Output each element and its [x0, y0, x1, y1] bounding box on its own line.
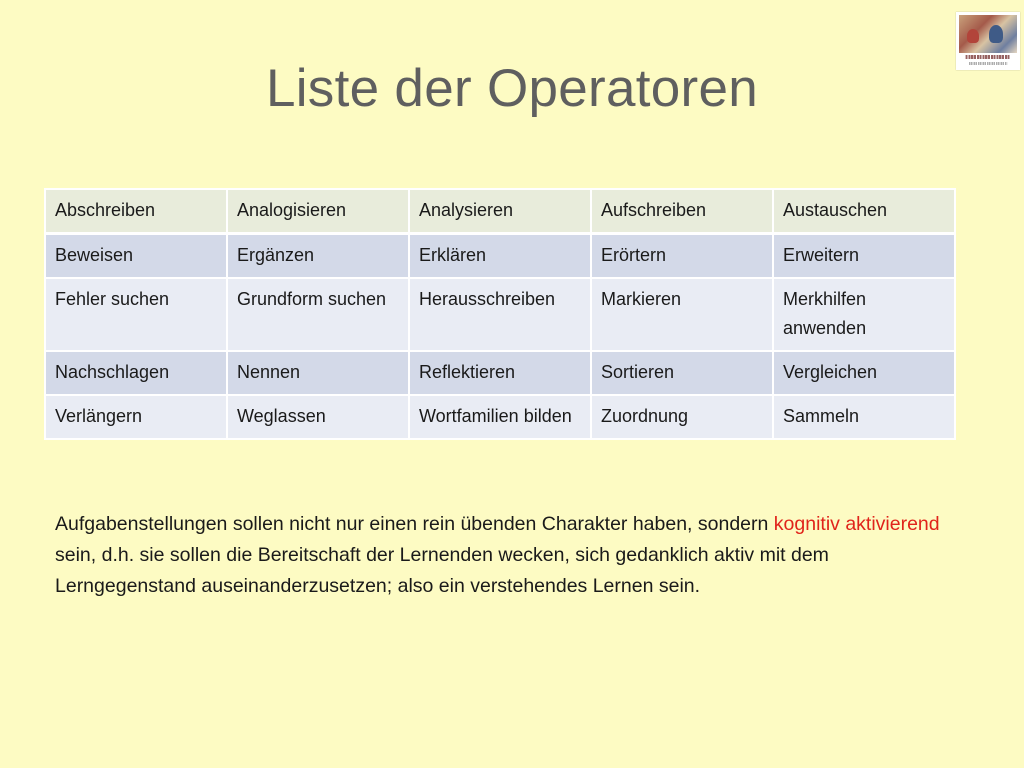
- table-cell: Verlängern: [45, 395, 227, 439]
- table-cell: Analogisieren: [227, 189, 409, 234]
- table-cell: Grundform suchen: [227, 278, 409, 351]
- table-cell: Sortieren: [591, 351, 773, 395]
- table-cell: Fehler suchen: [45, 278, 227, 351]
- table-cell: Ergänzen: [227, 234, 409, 279]
- slide-title: Liste der Operatoren: [265, 59, 759, 118]
- table-cell: Zuordnung: [591, 395, 773, 439]
- table-cell: Vergleichen: [773, 351, 955, 395]
- table-cell: Analysieren: [409, 189, 591, 234]
- table-cell: Reflektieren: [409, 351, 591, 395]
- table-cell: Austauschen: [773, 189, 955, 234]
- table-cell: Erweitern: [773, 234, 955, 279]
- table-cell: Weglassen: [227, 395, 409, 439]
- logo-photo: [959, 15, 1017, 53]
- table-cell: Sammeln: [773, 395, 955, 439]
- description-paragraph: [55, 509, 955, 602]
- logo-caption-line: [966, 55, 1011, 59]
- table-cell: Merkhilfen anwenden: [773, 278, 955, 351]
- table-cell: Beweisen: [45, 234, 227, 279]
- description-text-start: Aufgabenstellungen sollen nicht nur einen rein übenden Charakter haben, sondern: [55, 513, 774, 535]
- description-text-end: sein, d.h. sie sollen die Bereitschaft der Lernenden wecken, sich gedanklich aktiv mit dem Lerngegenstand auseinanderzusetzen; also ein verstehendes Lernen sein.: [55, 544, 829, 597]
- table-cell: Markieren: [591, 278, 773, 351]
- table-row: [45, 234, 955, 279]
- school-photo-logo-icon: [956, 12, 1020, 70]
- table-row: [45, 189, 955, 234]
- table-cell: Erklären: [409, 234, 591, 279]
- logo-caption-subline: [969, 62, 1007, 65]
- table-cell: Nachschlagen: [45, 351, 227, 395]
- table-row: [45, 395, 955, 439]
- table-cell: Herausschreiben: [409, 278, 591, 351]
- table-row: [45, 351, 955, 395]
- table-cell: Aufschreiben: [591, 189, 773, 234]
- table-cell: Erörtern: [591, 234, 773, 279]
- table-row: [45, 278, 955, 351]
- table-cell: Nennen: [227, 351, 409, 395]
- highlighted-term: kognitiv aktivierend: [773, 513, 940, 535]
- table-cell: Wortfamilien bilden: [409, 395, 591, 439]
- table-cell: Abschreiben: [45, 189, 227, 234]
- operator-table: [44, 188, 956, 440]
